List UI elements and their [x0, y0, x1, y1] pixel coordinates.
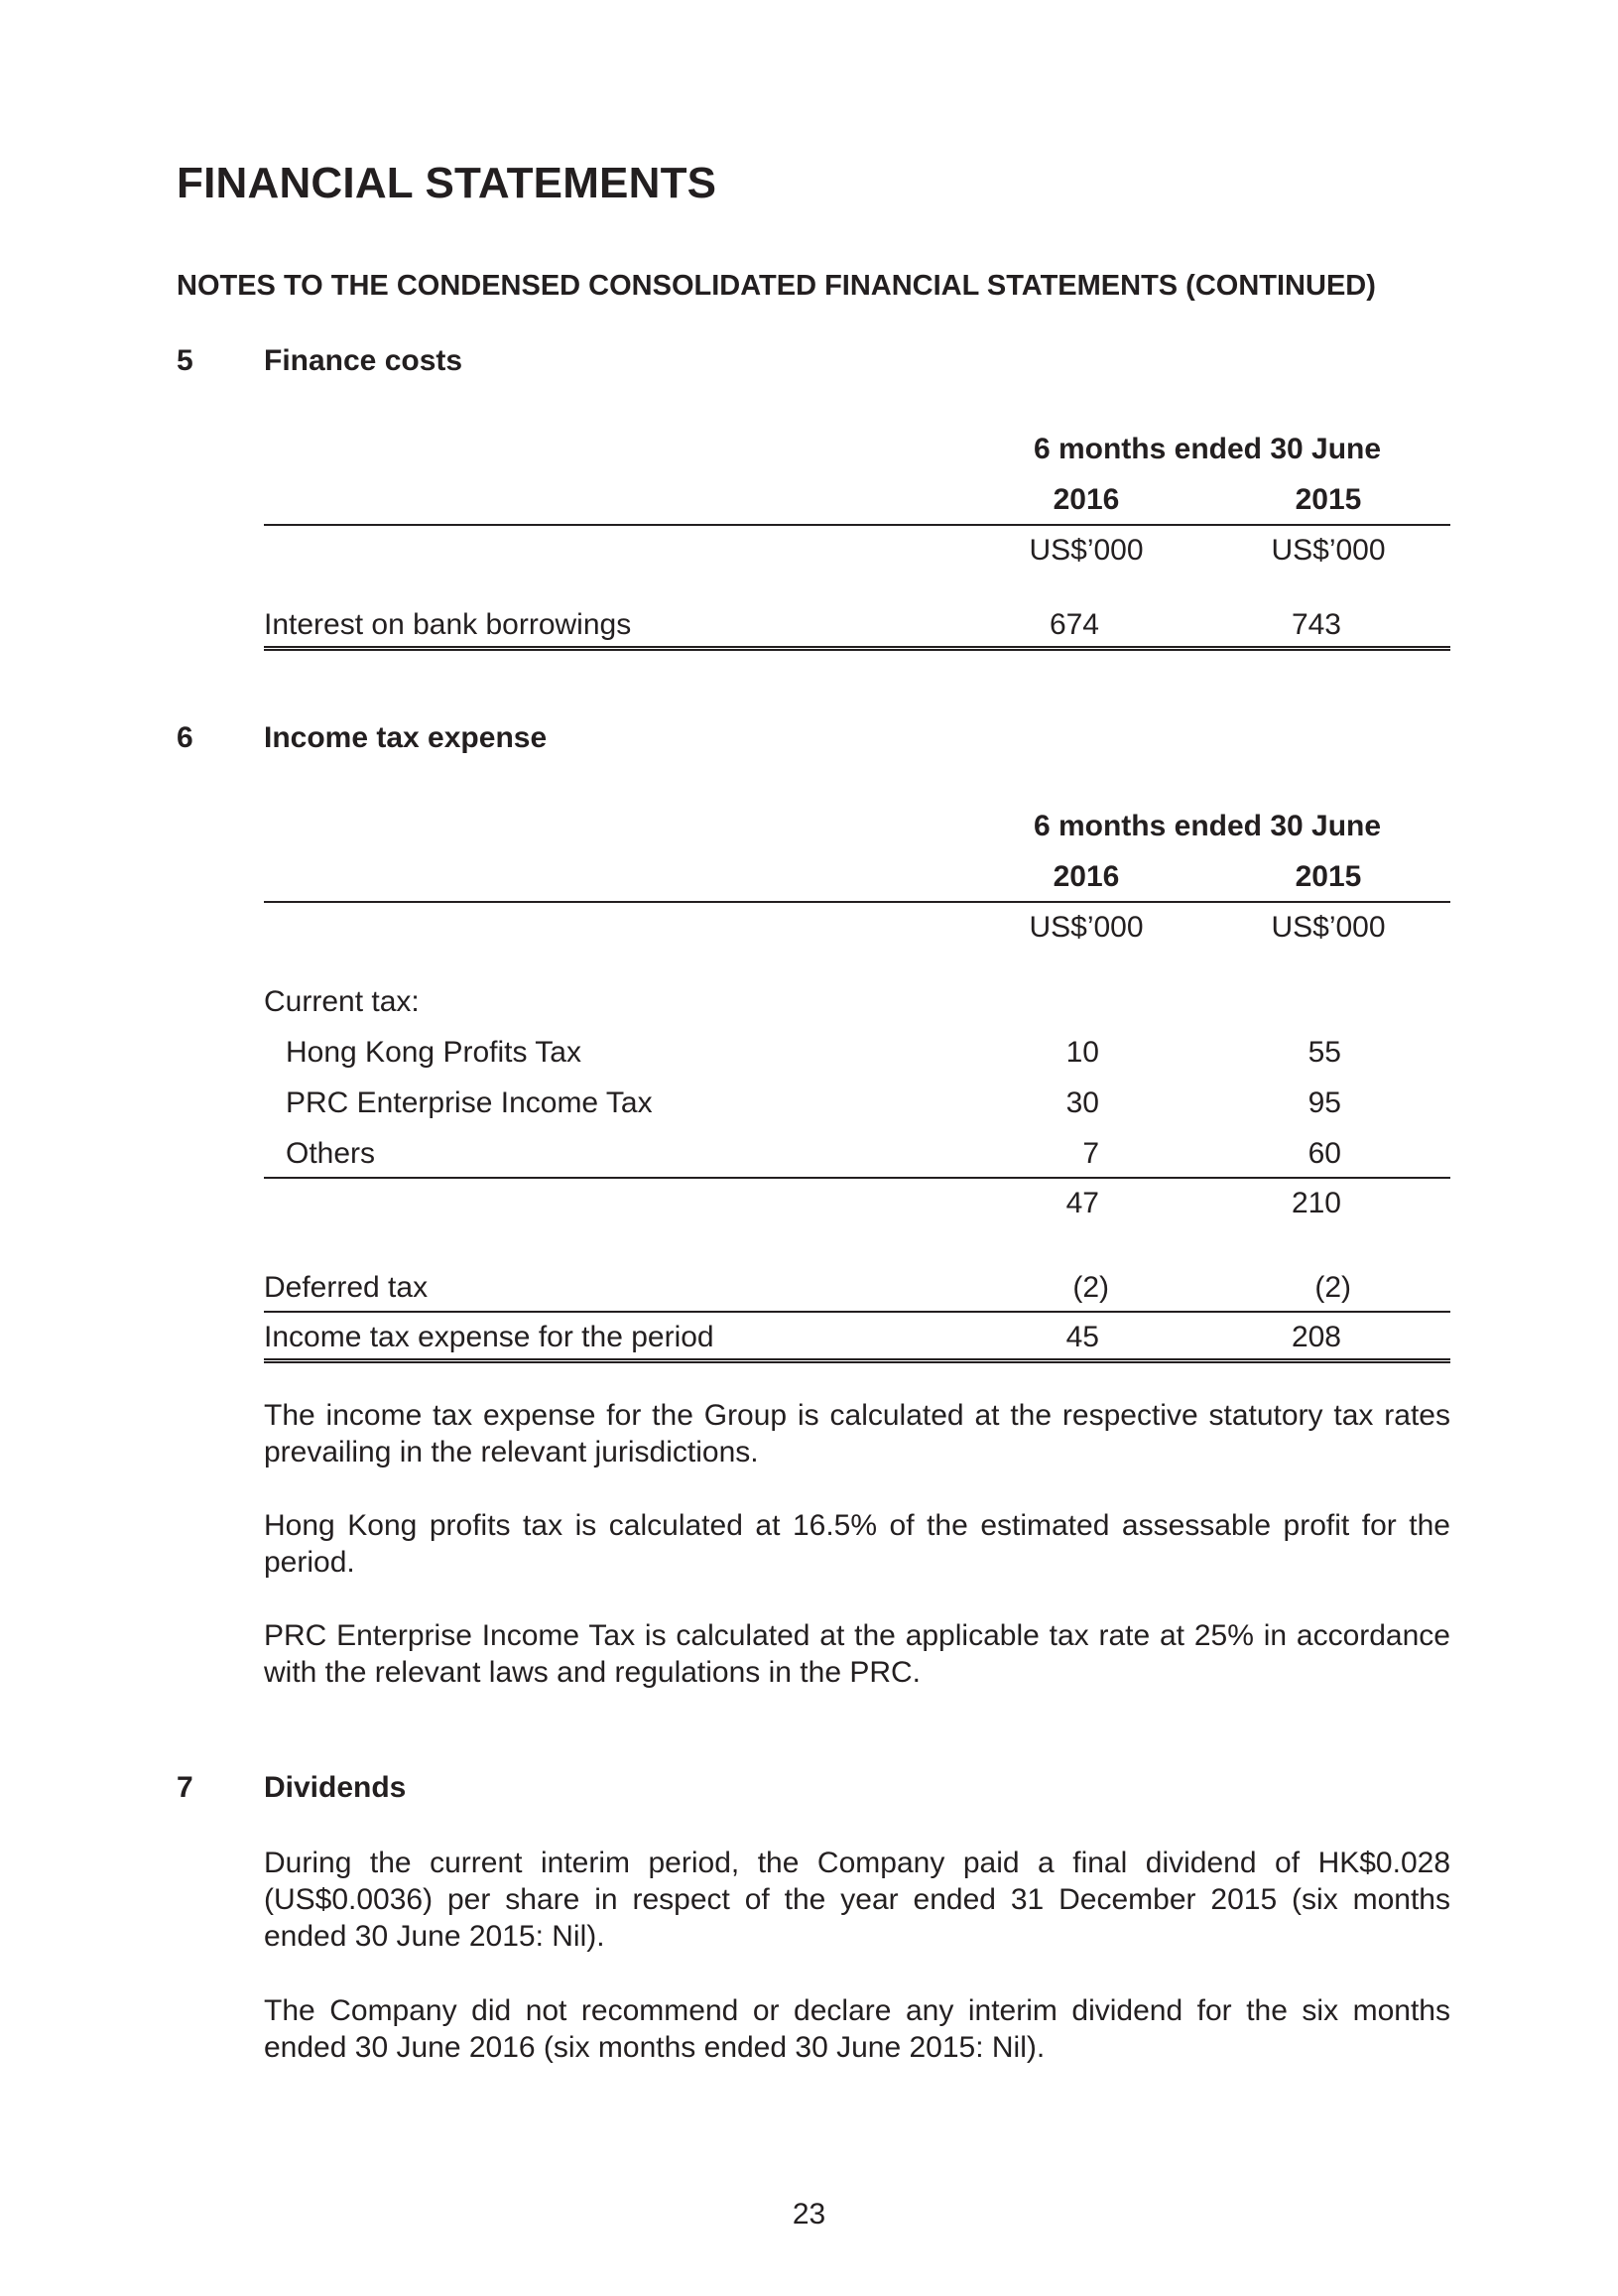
year-2015-heading: 2015: [1295, 860, 1362, 893]
section-5-number: 5: [177, 344, 193, 377]
section-7-title: Dividends: [264, 1771, 407, 1804]
notes-subtitle: NOTES TO THE CONDENSED CONSOLIDATED FINANCIAL STATEMENTS (CONTINUED): [177, 270, 1376, 302]
unit-2016: US$’000: [1029, 911, 1144, 944]
section-7-number: 7: [177, 1771, 193, 1804]
value-2015: 208: [1291, 1321, 1341, 1353]
paragraph: The income tax expense for the Group is calculated at the respective statutory tax rates prevailing in the relevant jurisdictions.: [264, 1399, 1450, 1468]
table-row: [264, 1079, 1450, 1129]
unit-2016: US$’000: [1029, 534, 1144, 567]
unit-2015: US$’000: [1271, 534, 1386, 567]
value-2015: 743: [1291, 608, 1341, 641]
finance-costs-table: [264, 425, 1450, 651]
subtotal-row: [264, 1179, 1450, 1263]
table-period-row: [264, 425, 1450, 475]
value-2016: 674: [1049, 608, 1099, 641]
subtotal-2015: 210: [1291, 1187, 1341, 1219]
year-2016-heading: 2016: [1053, 860, 1120, 893]
table-unit-row: [264, 526, 1450, 600]
table-year-row: [264, 852, 1450, 903]
value-2016: 10: [1065, 1036, 1099, 1069]
row-label: PRC Enterprise Income Tax: [286, 1086, 653, 1119]
value-2015: 60: [1307, 1137, 1341, 1170]
section-6-title: Income tax expense: [264, 721, 548, 754]
table-unit-row: [264, 903, 1450, 977]
row-label: Others: [286, 1137, 376, 1170]
paragraph: During the current interim period, the Company paid a final dividend of HK$0.028 (US$0.0036) per share in respect of the year ended 31 December 2015 (six months ended 30 June 2015: Nil).: [264, 1847, 1450, 1953]
table-row: [264, 600, 1450, 651]
paragraph: PRC Enterprise Income Tax is calculated at the applicable tax rate at 25% in accordance with the relevant laws and regulations in the PRC.: [264, 1619, 1450, 1689]
table-row: [264, 1028, 1450, 1079]
table-period-row: [264, 802, 1450, 852]
paragraph: Hong Kong profits tax is calculated at 16.5% of the estimated assessable profit for the period.: [264, 1509, 1450, 1579]
value-2016: 45: [1065, 1321, 1099, 1353]
unit-2015: US$’000: [1271, 911, 1386, 944]
period-heading: 6 months ended 30 June: [1033, 433, 1382, 465]
year-2015-heading: 2015: [1295, 483, 1362, 516]
row-label: Deferred tax: [264, 1271, 429, 1304]
row-label: Hong Kong Profits Tax: [286, 1036, 581, 1069]
year-2016-heading: 2016: [1053, 483, 1120, 516]
value-2015: 95: [1307, 1086, 1341, 1119]
page-number: 23: [792, 2198, 826, 2231]
value-2016: 30: [1065, 1086, 1099, 1119]
row-label: Interest on bank borrowings: [264, 608, 632, 641]
paragraph: The Company did not recommend or declare any interim dividend for the six months ended 30 June 2016 (six months ended 30 June 2015: Nil).: [264, 1994, 1450, 2064]
current-tax-heading-row: [264, 977, 1450, 1028]
section-6-number: 6: [177, 721, 193, 754]
table-year-row: [264, 475, 1450, 526]
period-heading: 6 months ended 30 June: [1033, 810, 1382, 842]
deferred-tax-row: [264, 1263, 1450, 1313]
row-label: Income tax expense for the period: [264, 1321, 714, 1353]
value-2016: (2): [1072, 1271, 1109, 1304]
section-5-title: Finance costs: [264, 344, 463, 377]
page-title: FINANCIAL STATEMENTS: [177, 159, 717, 207]
table-row: [264, 1129, 1450, 1179]
value-2015: (2): [1314, 1271, 1351, 1304]
subtotal-2016: 47: [1065, 1187, 1099, 1219]
value-2016: 7: [1082, 1137, 1099, 1170]
income-tax-table: [264, 802, 1450, 1363]
value-2015: 55: [1307, 1036, 1341, 1069]
current-tax-label: Current tax:: [264, 985, 420, 1018]
total-row: [264, 1313, 1450, 1363]
